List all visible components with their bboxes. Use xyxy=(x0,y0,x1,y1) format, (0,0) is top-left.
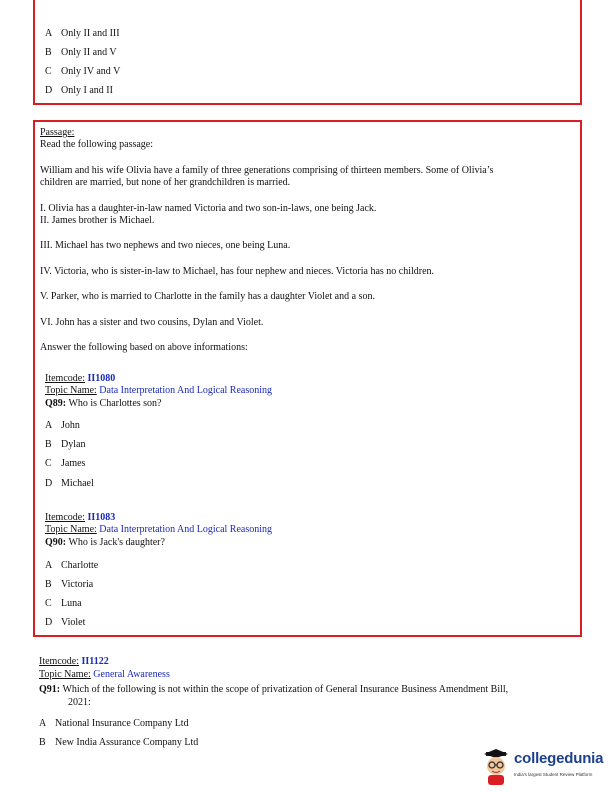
q90-question: Q90: Who is Jack's daughter? xyxy=(45,537,165,548)
passage-instruction: Answer the following based on above informations: xyxy=(40,342,248,353)
passage-intro: Read the following passage: xyxy=(40,139,154,150)
passage-box xyxy=(33,120,582,637)
statement-6: VI. John has a sister and two cousins, Dylan and Violet. xyxy=(40,317,264,328)
previous-question-box xyxy=(33,0,582,105)
statement-4: IV. Victoria, who is sister-in-law to Michael, has four nephew and nieces. Victoria has no children. xyxy=(40,266,435,277)
statement-2: II. James brother is Michael. xyxy=(40,215,155,226)
option-b[interactable]: B Only II and V xyxy=(45,47,117,58)
passage-heading: Passage: xyxy=(40,127,75,138)
q89-option-c[interactable]: C James xyxy=(45,458,86,469)
q91-option-a[interactable]: A National Insurance Company Ltd xyxy=(39,718,189,729)
option-c[interactable]: C Only IV and V xyxy=(45,66,121,77)
q90-option-d[interactable]: D Violet xyxy=(45,617,86,628)
q89-option-a[interactable]: A John xyxy=(45,420,80,431)
q91-itemcode: Itemcode: II1122 xyxy=(39,656,109,667)
q90-option-c[interactable]: C Luna xyxy=(45,598,82,609)
statement-1: I. Olivia has a daughter-in-law named Victoria and two son-in-laws, one being Jack. xyxy=(40,203,377,214)
q91-option-b[interactable]: B New India Assurance Company Ltd xyxy=(39,737,199,748)
q90-option-a[interactable]: A Charlotte xyxy=(45,560,99,571)
q89-option-d[interactable]: D Michael xyxy=(45,478,94,489)
q89-topic: Topic Name: Data Interpretation And Logical Reasoning xyxy=(45,385,273,396)
q90-topic: Topic Name: Data Interpretation And Logical Reasoning xyxy=(45,524,273,535)
q89-option-b[interactable]: B Dylan xyxy=(45,439,86,450)
statement-5: V. Parker, who is married to Charlotte in the family has a daughter Violet and a son. xyxy=(40,291,375,302)
collegedunia-logo[interactable] xyxy=(480,748,610,786)
q89-question: Q89: Who is Charlottes son? xyxy=(45,398,162,409)
option-a[interactable]: A Only II and III xyxy=(45,28,120,39)
q91-question: Q91: Which of the following is not within the scope of privatization of General Insurance Business Amendment Bill, 2021: xyxy=(39,684,509,708)
mascot-icon xyxy=(480,748,512,786)
option-d[interactable]: D Only I and II xyxy=(45,85,113,96)
q90-itemcode: Itemcode: II1083 xyxy=(45,512,116,523)
statement-3: III. Michael has two nephews and two nieces, one being Luna. xyxy=(40,240,291,251)
q89-itemcode: Itemcode: II1080 xyxy=(45,373,116,384)
logo-tagline: India's largest Student Review Platform xyxy=(514,772,593,777)
logo-wordmark: collegedunia xyxy=(514,750,604,767)
passage-para1-line1: William and his wife Olivia have a family of three generations comprising of thirteen members. Some of Olivia’s xyxy=(40,165,494,176)
q91-topic: Topic Name: General Awareness xyxy=(39,669,170,680)
passage-para1-line2: children are married, but none of her grandchildren is married. xyxy=(40,177,291,188)
q90-option-b[interactable]: B Victoria xyxy=(45,579,94,590)
